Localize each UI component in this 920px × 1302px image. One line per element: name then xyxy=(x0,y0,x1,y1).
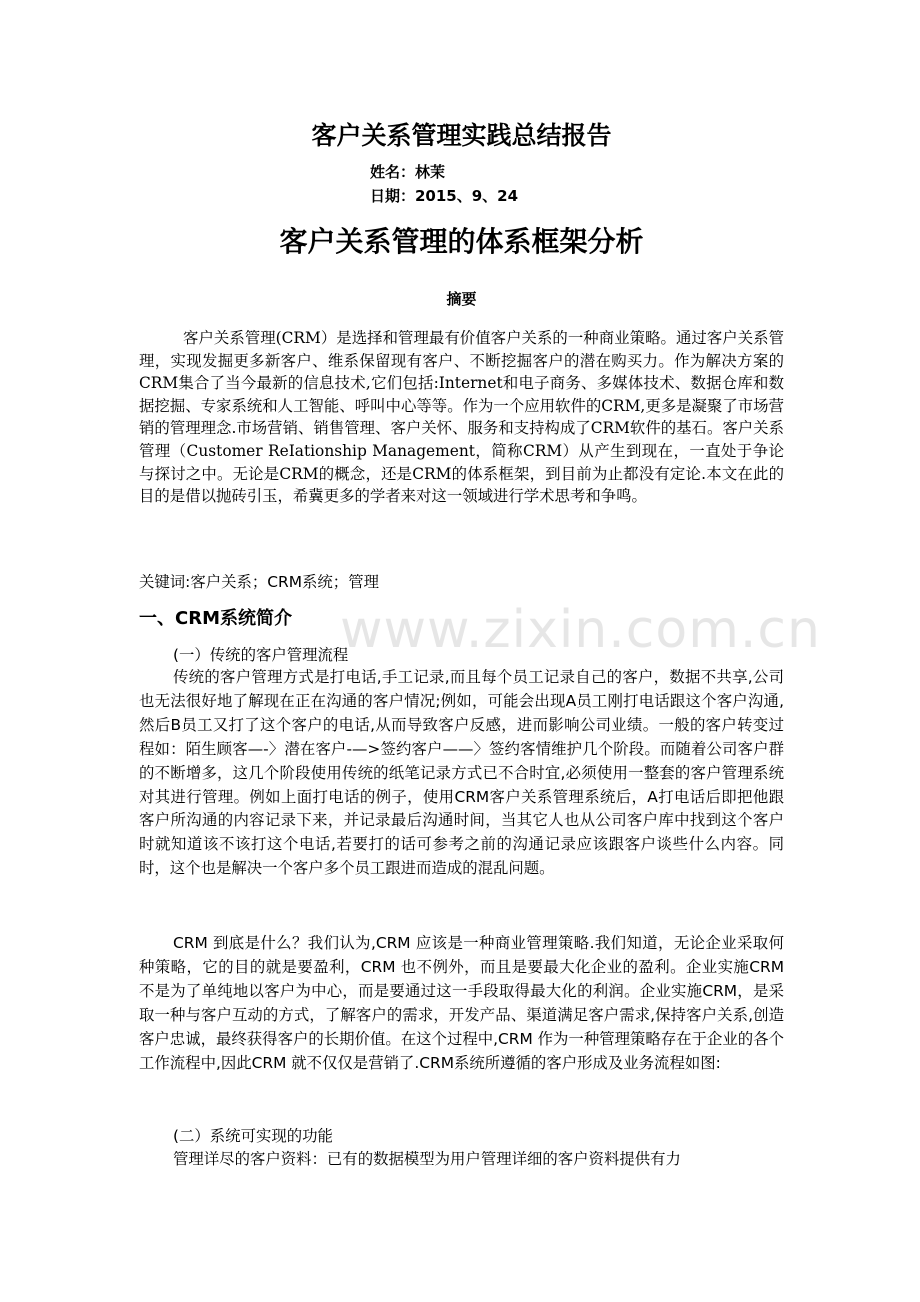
watermark: www.zixin.com.cn xyxy=(340,600,821,660)
date-line: 日期：2015、9、24 xyxy=(370,187,519,205)
body-paragraph-3: 管理详尽的客户资料：已有的数据模型为用户管理详细的客户资料提供有力 xyxy=(173,1150,681,1168)
body-paragraph-1: 传统的客户管理方式是打电话,手工记录,而且每个员工记录自己的客户，数据不共享,公司也无法很好地了解现在正在沟通的客户情况;例如，可能会出现A员工刚打电话跟这个客户沟通,然后B员工又打了这个客户的电话,从而导致客户反感，进而影响公司业绩。一般的客户转变过程如：陌生顾客—-〉潜在客户-—>签约客户——〉签约客情维护几个阶段。而随着公司客户群的不断增多，这几个阶段使用传统的纸笔记录方式已不合时宜,必须使用一整套的客户管理系统对其进行管理。例如上面打电话的例子，使用CRM客户关系管理系统后，A打电话后即把他跟客户所沟通的内容记录下来，并记录最后沟通时间，当其它人也从公司客户库中找到这个客户时就知道该不该打这个电话,若要打的话可参考之前的沟通记录应该跟客户谈些什么内容。同时，这个也是解决一个客户多个员工跟进而造成的混乱问题。 xyxy=(139,668,784,878)
keywords-line: 关键词:客户关系；CRM系统；管理 xyxy=(139,573,379,591)
subsection-heading-traditional: (一）传统的客户管理流程 xyxy=(173,646,349,664)
report-title: 客户关系管理实践总结报告 xyxy=(311,121,612,150)
subsection-heading-functions: (二）系统可实现的功能 xyxy=(173,1127,333,1145)
section-heading-crm-intro: 一、CRM系统简介 xyxy=(139,608,292,629)
abstract-paragraph: 客户关系管理(CRM）是选择和管理最有价值客户关系的一种商业策略。通过客户关系管理，实现发掘更多新客户、维系保留现有客户、不断挖掘客户的潜在购买力。作为解决方案的CRM集合了当今最新的信息技术,它们包括:Internet和电子商务、多媒体技术、数据仓库和数据挖掘、专家系统和人工智能、呼叫中心等等。作为一个应用软件的CRM,更多是凝聚了市场营销的管理理念.市场营销、销售管理、客户关怀、服务和支持构成了CRM软件的基石。客户关系管理（Customer ReIationship Management，简称CRM）从产生到现在，一直处于争论与探讨之中。无论是CRM的概念，还是CRM的体系框架，到目前为止都没有定论.本文在此的目的是借以抛砖引玉，希冀更多的学者来对这一领域进行学术思考和争鸣。 xyxy=(139,329,784,506)
abstract-heading: 摘要 xyxy=(446,290,477,308)
paper-subtitle: 客户关系管理的体系框架分析 xyxy=(279,225,644,258)
author-line: 姓名：林茉 xyxy=(370,163,446,181)
body-paragraph-2: CRM 到底是什么？我们认为,CRM 应该是一种商业管理策略.我们知道，无论企业采取何种策略，它的目的就是要盈利，CRM 也不例外，而且是要最大化企业的盈利。企业实施CRM 不是为了单纯地以客户为中心，而是要通过这一手段取得最大化的利润。企业实施CRM，是采取一种与客户互动的方式，了解客户的需求，开发产品、渠道满足客户需求,保持客户关系,创造客户忠诚，最终获得客户的长期价值。在这个过程中,CRM 作为一种管理策略存在于企业的各个工作流程中,因此CRM 就不仅仅是营销了.CRM系统所遵循的客户形成及业务流程如图: xyxy=(139,934,784,1072)
